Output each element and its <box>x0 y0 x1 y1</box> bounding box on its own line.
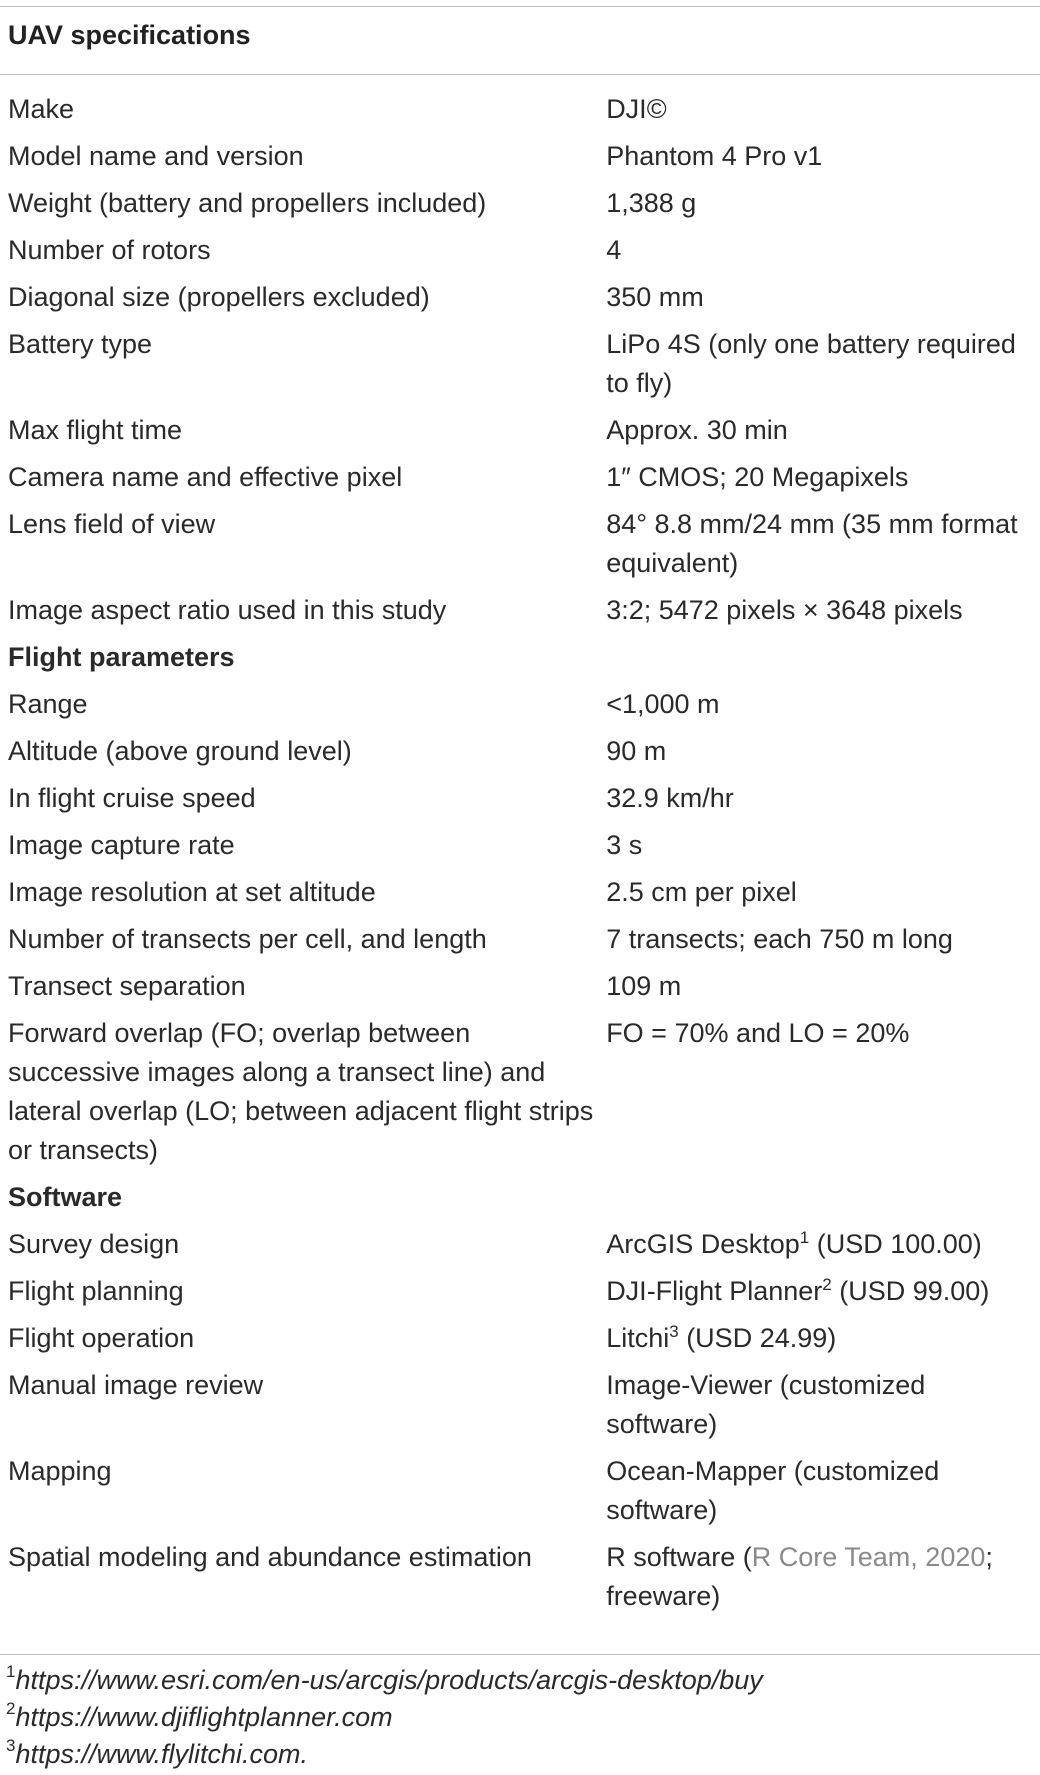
footnote-url[interactable]: https://www.esri.com/en-us/arcgis/products/arcgis-desktop/buy <box>15 1665 763 1695</box>
footnotes <box>6 1662 763 1773</box>
value-price: (USD 99.00) <box>831 1276 990 1306</box>
table-top-rule <box>0 6 1040 7</box>
row-label: Image aspect ratio used in this study <box>8 595 447 625</box>
row-label: Spatial modeling and abundance estimation <box>8 1542 532 1572</box>
row-value: DJI© <box>606 94 667 124</box>
footnote-number: 2 <box>6 1699 16 1718</box>
row-value <box>598 1225 1040 1272</box>
row-value: 1″ CMOS; 20 Megapixels <box>606 462 909 492</box>
footnote-marker: 1 <box>799 1228 810 1247</box>
table-header-title: UAV specifications <box>8 20 251 50</box>
table-row <box>0 505 1040 591</box>
row-value: FO = 70% and LO = 20% <box>606 1018 910 1048</box>
row-label: Flight planning <box>8 1276 184 1306</box>
row-value: 90 m <box>606 736 667 766</box>
table-row <box>0 732 1040 779</box>
table-row <box>0 1366 1040 1452</box>
row-value: Ocean-Mapper (customized software) <box>606 1456 940 1525</box>
row-value: 2.5 cm per pixel <box>606 877 797 907</box>
row-label: Lens field of view <box>8 509 216 539</box>
table-row <box>0 920 1040 967</box>
row-value: 109 m <box>606 971 682 1001</box>
row-label: Diagonal size (propellers excluded) <box>8 282 430 312</box>
row-label: Range <box>8 689 88 719</box>
table-row <box>0 1538 1040 1624</box>
table-bottom-rule <box>0 1654 1040 1655</box>
row-value: 3:2; 5472 pixels × 3648 pixels <box>606 595 963 625</box>
value-text: ArcGIS Desktop <box>606 1229 800 1259</box>
footnote-number: 1 <box>6 1662 16 1681</box>
value-price: (USD 100.00) <box>809 1229 982 1259</box>
row-value <box>598 1272 1040 1319</box>
table-row <box>0 1272 1040 1319</box>
row-label: In flight cruise speed <box>8 783 256 813</box>
table-row <box>0 1225 1040 1272</box>
row-label: Model name and version <box>8 141 304 171</box>
table-row <box>0 779 1040 826</box>
value-text: DJI-Flight Planner <box>606 1276 823 1306</box>
section-heading: Software <box>8 1182 123 1212</box>
row-label: Flight operation <box>8 1323 195 1353</box>
row-value: Approx. 30 min <box>606 415 788 445</box>
value-price: (USD 24.99) <box>678 1323 837 1353</box>
section-heading: Flight parameters <box>8 642 235 672</box>
row-value: 4 <box>606 235 622 265</box>
row-label: Number of transects per cell, and length <box>8 924 487 954</box>
footnote-url[interactable]: https://www.flylitchi.com. <box>15 1739 309 1769</box>
row-value: 32.9 km/hr <box>606 783 734 813</box>
table-row <box>0 458 1040 505</box>
row-value: Phantom 4 Pro v1 <box>606 141 823 171</box>
row-value: 3 s <box>606 830 643 860</box>
value-text-end: ; freeware) <box>606 1542 993 1611</box>
row-value: Image-Viewer (customized software) <box>606 1370 926 1439</box>
section-heading-row <box>0 1178 1040 1225</box>
row-label: Camera name and effective pixel <box>8 462 403 492</box>
table-row <box>0 1319 1040 1366</box>
footnote <box>6 1699 763 1736</box>
citation-link[interactable]: R Core Team, 2020 <box>751 1542 986 1572</box>
row-value: 1,388 g <box>606 188 697 218</box>
footnote-url[interactable]: https://www.djiflightplanner.com <box>15 1702 393 1732</box>
table-row <box>0 278 1040 325</box>
row-label: Image capture rate <box>8 830 235 860</box>
row-value <box>598 1538 1040 1624</box>
row-label: Transect separation <box>8 971 246 1001</box>
table-row <box>0 591 1040 638</box>
row-label: Mapping <box>8 1456 112 1486</box>
spec-table <box>0 90 1040 1624</box>
row-label: Weight (battery and propellers included) <box>8 188 487 218</box>
footnote <box>6 1662 763 1699</box>
footnote-number: 3 <box>6 1736 16 1755</box>
table-row <box>0 411 1040 458</box>
row-value: 350 mm <box>606 282 704 312</box>
table-row <box>0 967 1040 1014</box>
table-row <box>0 137 1040 184</box>
row-value: 84° 8.8 mm/24 mm (35 mm format equivalent) <box>606 509 1018 578</box>
row-label: Max flight time <box>8 415 183 445</box>
table-row <box>0 325 1040 411</box>
row-label: Number of rotors <box>8 235 211 265</box>
footnote-marker: 2 <box>822 1275 832 1294</box>
table-row <box>0 1014 1040 1178</box>
section-heading-row <box>0 638 1040 685</box>
table-row <box>0 826 1040 873</box>
table-row <box>0 873 1040 920</box>
row-label: Forward overlap (FO; overlap between successive images along a transect line) and lateral overlap (LO; between adjacent flight strips or transects) <box>8 1018 594 1165</box>
table-row <box>0 184 1040 231</box>
row-label: Survey design <box>8 1229 180 1259</box>
row-value: <1,000 m <box>606 689 720 719</box>
row-label: Altitude (above ground level) <box>8 736 352 766</box>
row-label: Image resolution at set altitude <box>8 877 376 907</box>
table-row <box>0 231 1040 278</box>
footnote <box>6 1736 763 1773</box>
table-row <box>0 685 1040 732</box>
value-text: Litchi <box>606 1323 670 1353</box>
table-header-rule <box>0 74 1040 75</box>
row-label: Battery type <box>8 329 153 359</box>
row-value <box>598 1319 1040 1366</box>
spec-table-body <box>0 90 1040 1624</box>
row-value: 7 transects; each 750 m long <box>606 924 953 954</box>
value-text: R software ( <box>606 1542 752 1572</box>
row-label: Make <box>8 94 75 124</box>
row-label: Manual image review <box>8 1370 264 1400</box>
row-value: LiPo 4S (only one battery required to fly) <box>606 329 1016 398</box>
footnote-marker: 3 <box>669 1322 679 1341</box>
table-row <box>0 1452 1040 1538</box>
table-row <box>0 90 1040 137</box>
